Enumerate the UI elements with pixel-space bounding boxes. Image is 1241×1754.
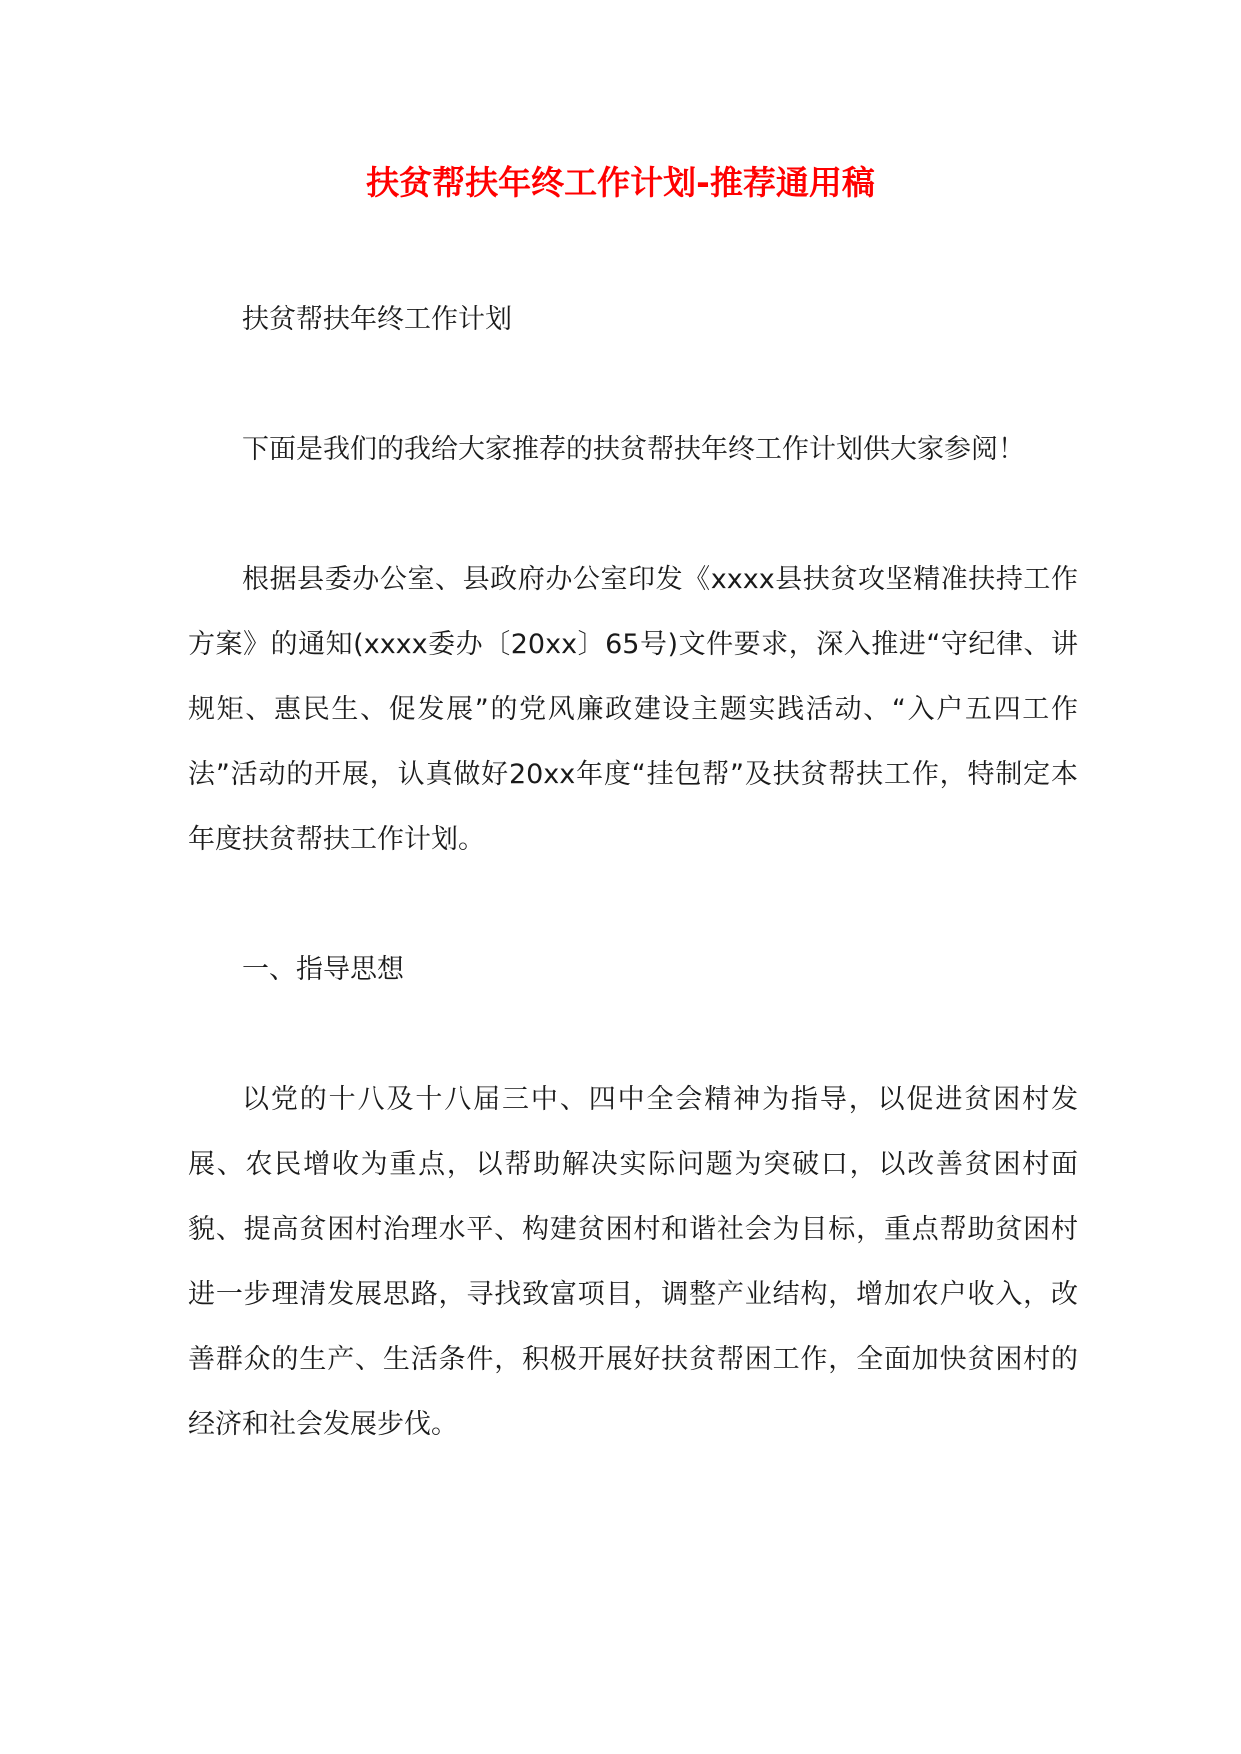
paragraph-intro: 下面是我们的我给大家推荐的扶贫帮扶年终工作计划供大家参阅！ bbox=[242, 434, 1025, 465]
paragraph-basis: 根据县委办公室、县政府办公室印发《xxxx县扶贫攻坚精准扶持工作方案》的通知(xxxx委办〔20xx〕65号)文件要求，深入推进“守纪律、讲规矩、惠民生、促发展”的党风廉政建设主题实践活动、“入户五四工作法”活动的开展，认真做好20xx年度“挂包帮”及扶贫帮扶工作，特制定本年度扶贫帮扶工作计划。 bbox=[188, 564, 1078, 855]
paragraph-guiding-ideology: 以党的十八及十八届三中、四中全会精神为指导，以促进贫困村发展、农民增收为重点，以帮助解决实际问题为突破口，以改善贫困村面貌、提高贫困村治理水平、构建贫困村和谐社会为目标，重点帮助贫困村进一步理清发展思路，寻找致富项目，调整产业结构，增加农户收入，改善群众的生产、生活条件，积极开展好扶贫帮困工作，全面加快贫困村的经济和社会发展步伐。 bbox=[188, 1084, 1078, 1440]
document-body bbox=[188, 287, 1078, 1457]
paragraph-subtitle: 扶贫帮扶年终工作计划 bbox=[242, 304, 512, 335]
section-heading-guiding-ideology: 一、指导思想 bbox=[242, 954, 404, 985]
document-title: 扶贫帮扶年终工作计划-推荐通用稿 bbox=[366, 163, 875, 202]
